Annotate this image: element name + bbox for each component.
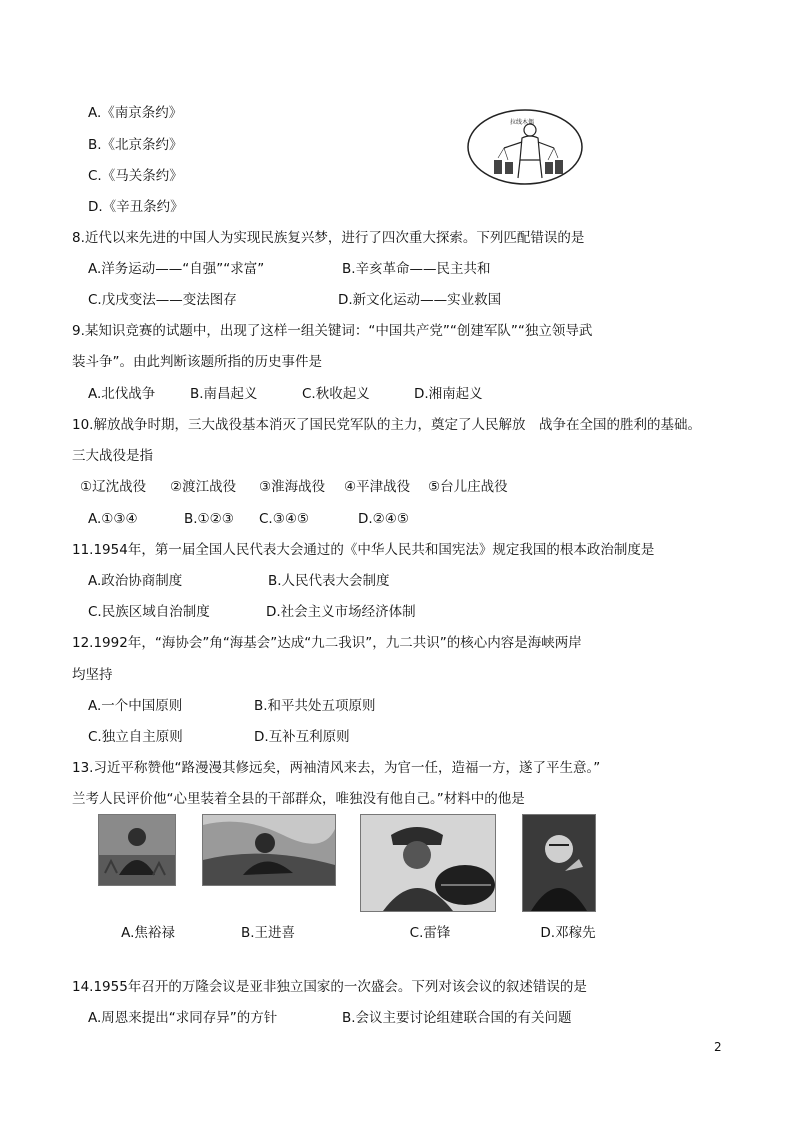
- q10-option-a: A.①③④: [88, 511, 138, 527]
- q10-stem-line1: 10.解放战争时期，三大战役基本消灭了国民党军队的主力，奠定了人民解放 战争在全国的胜利的基础。: [72, 417, 701, 433]
- q12-option-c: C.独立自主原则: [88, 729, 183, 745]
- q11-stem: 11.1954年，第一届全国人民代表大会通过的《中华人民共和国宪法》规定我国的根本政治制度是: [72, 542, 655, 558]
- q9-option-a: A.北伐战争: [88, 386, 156, 402]
- puppet-cartoon-image: [466, 108, 584, 186]
- q10-item-2: ②渡江战役: [170, 479, 237, 495]
- photo-wang-jinxi: [202, 814, 336, 886]
- q8-option-a: A.洋务运动——“自强”“求富”: [88, 261, 265, 277]
- q7-option-b: B.《北京条约》: [88, 137, 183, 153]
- q9-option-d: D.湘南起义: [414, 386, 483, 402]
- q8-option-c: C.戊戌变法——变法图存: [88, 292, 237, 308]
- q7-option-d: D.《辛丑条约》: [88, 199, 184, 215]
- q13-caption-c: C.雷锋: [409, 925, 451, 941]
- q12-stem-line1: 12.1992年，“海协会”角“海基会”达成“九二我识”，九二共识”的核心内容是海峡两岸: [72, 635, 582, 651]
- q11-option-a: A.政治协商制度: [88, 573, 183, 589]
- q13-caption-b: B.王进喜: [240, 925, 296, 941]
- q10-stem-line2: 三大战役是指: [72, 448, 153, 464]
- page-number: 2: [714, 1040, 722, 1054]
- q10-option-b: B.①②③: [184, 511, 234, 527]
- cartoon-caption: 拉线木偶: [510, 119, 535, 126]
- q7-option-a: A.《南京条约》: [88, 105, 183, 121]
- q11-option-d: D.社会主义市场经济体制: [266, 604, 416, 620]
- q12-option-b: B.和平共处五项原则: [254, 698, 376, 714]
- q7-option-c: C.《马关条约》: [88, 168, 183, 184]
- q10-option-d: D.②④⑤: [358, 511, 409, 527]
- photo-lei-feng: [360, 814, 496, 912]
- q14-option-a: A.周恩来提出“求同存异”的方针: [88, 1010, 278, 1026]
- q10-item-3: ③淮海战役: [259, 479, 326, 495]
- q9-stem-line2: 装斗争”。由此判断该题所指的历史事件是: [72, 354, 322, 370]
- q8-option-d: D.新文化运动——实业救国: [338, 292, 502, 308]
- q14-stem: 14.1955年召开的万隆会议是亚非独立国家的一次盛会。下列对该会议的叙述错误的是: [72, 979, 587, 995]
- photo-jiao-yulu: [98, 814, 176, 886]
- q8-stem: 8.近代以来先进的中国人为实现民族复兴梦，进行了四次重大探索。下列匹配错误的是: [72, 230, 585, 246]
- q10-item-5: ⑤台儿庄战役: [428, 479, 508, 495]
- q12-option-a: A.一个中国原则: [88, 698, 183, 714]
- q9-stem-line1: 9.某知识竞赛的试题中，出现了这样一组关键词：“中国共产党”“创建军队”“独立领导武: [72, 323, 593, 339]
- q12-option-d: D.互补互利原则: [254, 729, 350, 745]
- q12-stem-line2: 均坚持: [72, 667, 113, 683]
- q10-item-1: ①辽沈战役: [80, 479, 147, 495]
- q9-option-b: B.南昌起义: [190, 386, 258, 402]
- q13-caption-a: A.焦裕禄: [121, 925, 175, 941]
- photo-deng-jiaxian: [522, 814, 596, 912]
- q14-option-b: B.会议主要讨论组建联合国的有关问题: [342, 1010, 572, 1026]
- q8-option-b: B.辛亥革命——民主共和: [342, 261, 491, 277]
- q13-stem-line1: 13.习近平称赞他“路漫漫其修远矣，两袖清风来去，为官一任，造福一方，遂了平生意。”: [72, 760, 601, 776]
- q13-stem-line2: 兰考人民评价他“心里装着全县的干部群众，唯独没有他自己。”材料中的他是: [72, 791, 525, 807]
- q11-option-c: C.民族区域自治制度: [88, 604, 210, 620]
- q9-option-c: C.秋收起义: [302, 386, 370, 402]
- q10-option-c: C.③④⑤: [259, 511, 310, 527]
- q13-caption-d: D.邓稼先: [540, 925, 596, 941]
- q10-item-4: ④平津战役: [344, 479, 411, 495]
- q11-option-b: B.人民代表大会制度: [268, 573, 390, 589]
